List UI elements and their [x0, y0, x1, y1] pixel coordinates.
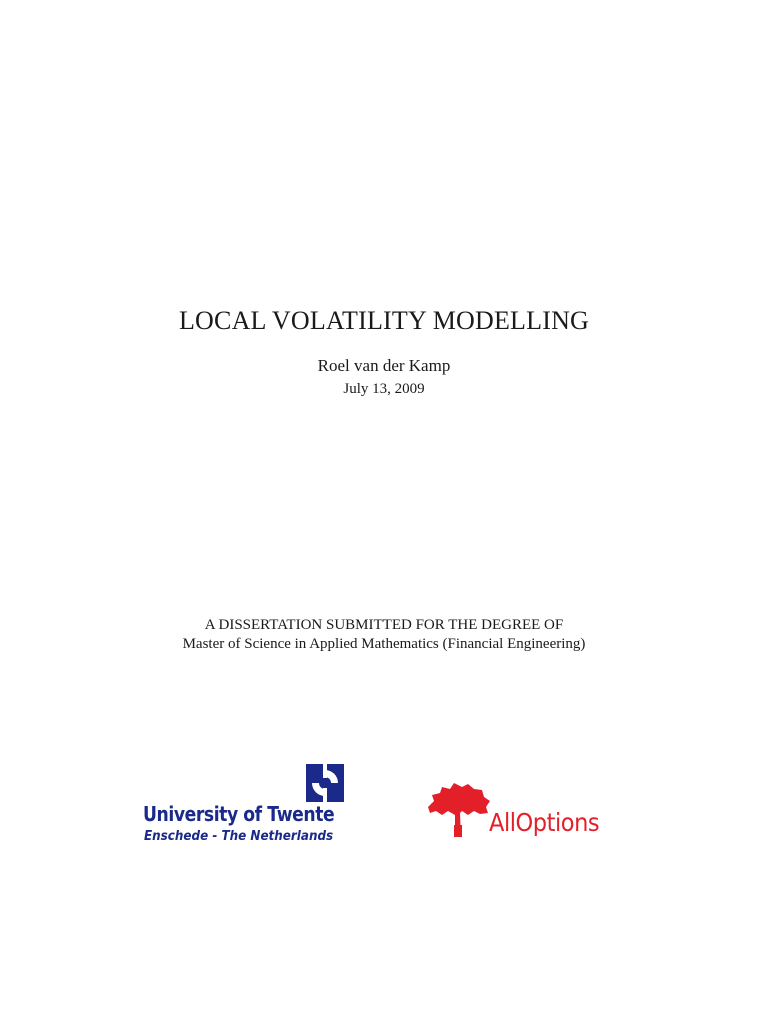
author-name: Roel van der Kamp: [317, 356, 451, 375]
utwente-emblem-icon: [306, 764, 344, 802]
document-title: LOCAL VOLATILITY MODELLING: [178, 306, 590, 335]
utwente-name: University of Twente: [143, 802, 335, 826]
tree-icon: [424, 781, 490, 837]
utwente-subtitle: Enschede - The Netherlands: [144, 829, 334, 844]
document-date: July 13, 2009: [343, 381, 425, 397]
degree-name: Master of Science in Applied Mathematics (Financial Engineering): [182, 636, 586, 652]
alloptions-name: AllOptions: [489, 808, 600, 837]
dissertation-statement: A DISSERTATION SUBMITTED FOR THE DEGREE OF: [204, 617, 564, 633]
